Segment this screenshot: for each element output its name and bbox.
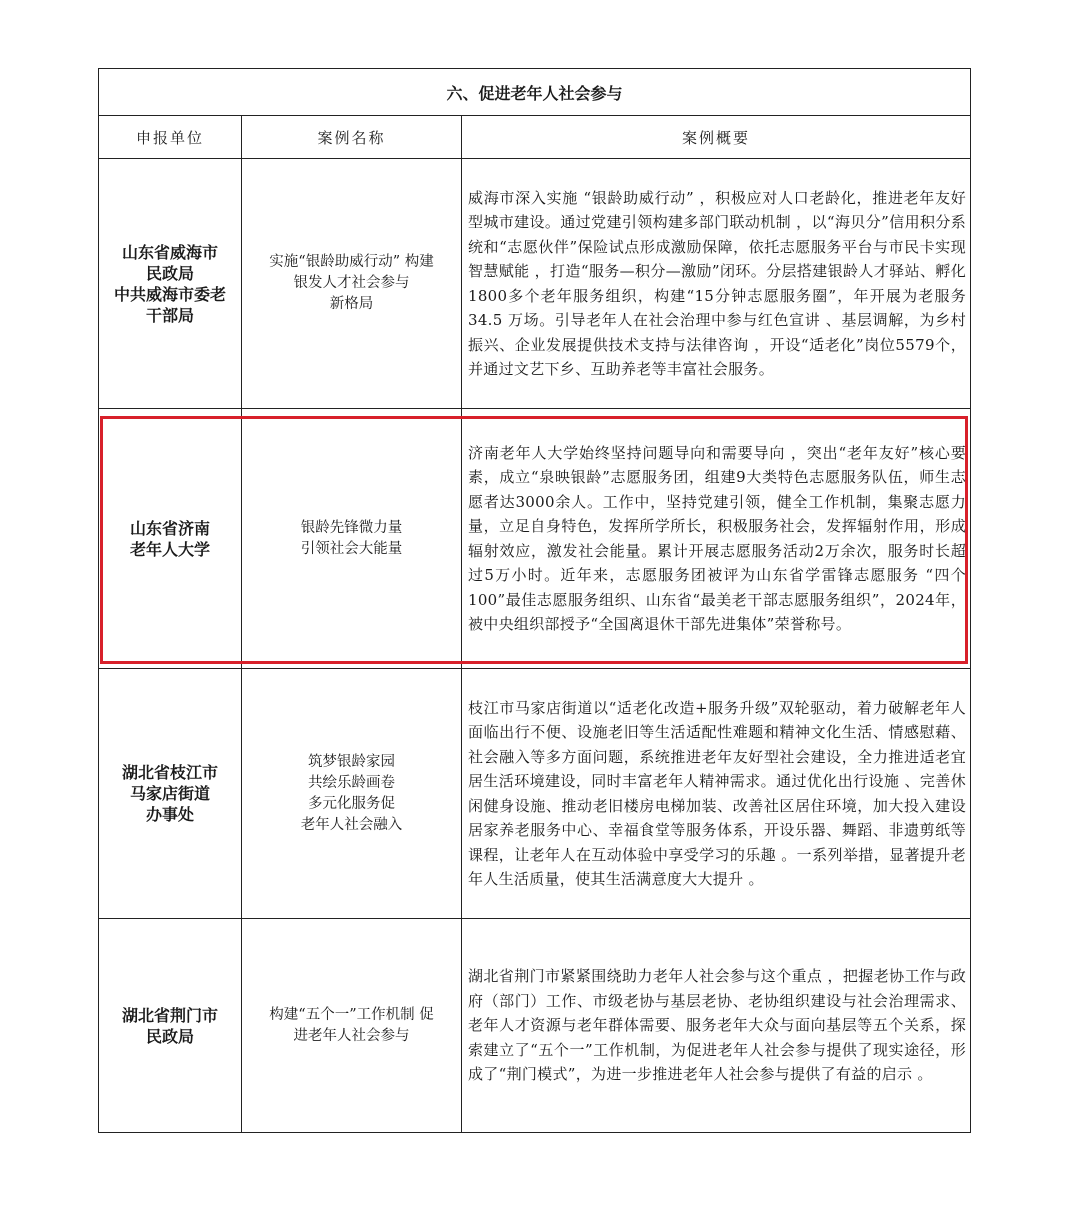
unit-line: 老年人大学 bbox=[129, 539, 210, 559]
table-row bbox=[99, 919, 971, 1133]
case-name-cell bbox=[242, 669, 462, 919]
unit-line: 办事处 bbox=[145, 805, 194, 824]
summary-cell: 湖北省荆门市紧紧围绕助力老年人社会参与这个重点 ，把握老协工作与政府（部门）工作、市级老协与基层老协、老协组织建设与社会治理需求、老年人才资源与老年群体需要、服务老年大众与面向基层等五个关系，探索建立了“五个一”工作机制，为促进老年人社会参与提供了现实途径，形成了“荆门模式”，为进一步推进老年人社会参与提供了有益的启示 。 bbox=[462, 919, 971, 1133]
summary-cell: 枝江市马家店街道以“适老化改造+服务升级”双轮驱动，着力破解老年人面临出行不便、设施老旧等生活适配性难题和精神文化生活、情感慰藉、社会融入等多方面问题，系统推进老年友好型社会建设，全力推进适老宜居生活环境建设，同时丰富老年人精神需求。通过优化出行设施 、完善休闲健身设施、推动老旧楼房电梯加装、改善社区居住环境，加大投入建设居家养老服务中心、幸福食堂等服务体系，开设乐器、舞蹈、非遗剪纸等课程，让老年人在互动体验中享受学习的乐趣 。一系列举措，显著提升老年人生活质量，使其生活满意度大大提升 。 bbox=[462, 669, 971, 919]
unit-line: 湖北省荆门市 bbox=[121, 1005, 218, 1025]
unit-line: 马家店街道 bbox=[129, 784, 210, 803]
unit-line: 湖北省枝江市 bbox=[121, 763, 218, 782]
table-row bbox=[99, 159, 971, 409]
summary-cell: 威海市深入实施 “银龄助威行动” ，积极应对人口老龄化，推进老年友好型城市建设。通过党建引领构建多部门联动机制 ，以“海贝分”信用积分系统和“志愿伙伴”保险试点形成激励保障，依托志愿服务平台与市民卡实现智慧赋能 ，打造“服务—积分—激励”闭环。分层搭建银龄人才驿站、孵化1800多个老年服务组织，构建“15分钟志愿服务圈”，年开展为老服务34.5 万场。引导老年人在社会治理中参与红色宣讲 、基层调解，为乡村振兴、企业发展提供技术支持与法律咨询 ，开设“适老化”岗位5579个，并通过文艺下乡、互助养老等丰富社会服务。 bbox=[462, 159, 971, 409]
table-header-row bbox=[99, 116, 971, 159]
table-row bbox=[99, 409, 971, 669]
case-name-line: 筑梦银龄家园 bbox=[308, 753, 395, 770]
unit-line: 山东省济南 bbox=[129, 518, 210, 538]
case-name-cell bbox=[242, 159, 462, 409]
case-name-cell bbox=[242, 919, 462, 1133]
header-unit: 申报单位 bbox=[99, 116, 242, 159]
case-table-sheet bbox=[98, 68, 970, 1133]
case-name-line: 实施“银龄助威行动” 构建 bbox=[269, 254, 434, 270]
table-title-row bbox=[99, 69, 971, 116]
case-name-line: 多元化服务促 bbox=[308, 795, 395, 812]
summary-cell: 济南老年人大学始终坚持问题导向和需要导向 ，突出“老年友好”核心要素，成立“泉映银龄”志愿服务团，组建9大类特色志愿服务队伍，师生志愿者达3000余人。工作中，坚持党建引领，健全工作机制，集聚志愿力量，立足自身特色，发挥所学所长，积极服务社会，发挥辐射作用，形成辐射效应，激发社会能量。累计开展志愿服务活动2万余次，服务时长超过5万小时。近年来，志愿服务团被评为山东省学雷锋志愿服务 “四个100”最佳志愿服务组织、山东省“最美老干部志愿服务组织”，2024年，被中央组织部授予“全国离退休干部先进集体”荣誉称号。 bbox=[462, 409, 971, 669]
case-name-line: 引领社会大能量 bbox=[300, 540, 403, 557]
case-name-line: 共绘乐龄画卷 bbox=[308, 774, 395, 791]
unit-cell bbox=[99, 919, 242, 1133]
unit-line: 中共威海市委老 bbox=[113, 284, 226, 304]
unit-line: 干部局 bbox=[145, 305, 194, 325]
table-title: 六、促进老年人社会参与 bbox=[99, 69, 971, 116]
case-table bbox=[98, 68, 971, 1133]
unit-cell bbox=[99, 669, 242, 919]
case-name-cell bbox=[242, 409, 462, 669]
unit-cell bbox=[99, 159, 242, 409]
header-summary: 案例概要 bbox=[462, 116, 971, 159]
case-name-line: 进老年人社会参与 bbox=[293, 1027, 410, 1044]
case-name-line: 构建“五个一”工作机制 促 bbox=[269, 1006, 434, 1023]
unit-cell bbox=[99, 409, 242, 669]
unit-line: 民政局 bbox=[145, 263, 194, 283]
case-name-line: 老年人社会融入 bbox=[300, 816, 403, 833]
unit-line: 民政局 bbox=[145, 1026, 194, 1046]
case-name-line: 银龄先锋微力量 bbox=[300, 519, 403, 536]
case-name-line: 新格局 bbox=[329, 296, 374, 312]
unit-line: 山东省威海市 bbox=[121, 242, 218, 262]
header-case-name: 案例名称 bbox=[242, 116, 462, 159]
case-name-line: 银发人才社会参与 bbox=[293, 275, 410, 291]
table-row bbox=[99, 669, 971, 919]
